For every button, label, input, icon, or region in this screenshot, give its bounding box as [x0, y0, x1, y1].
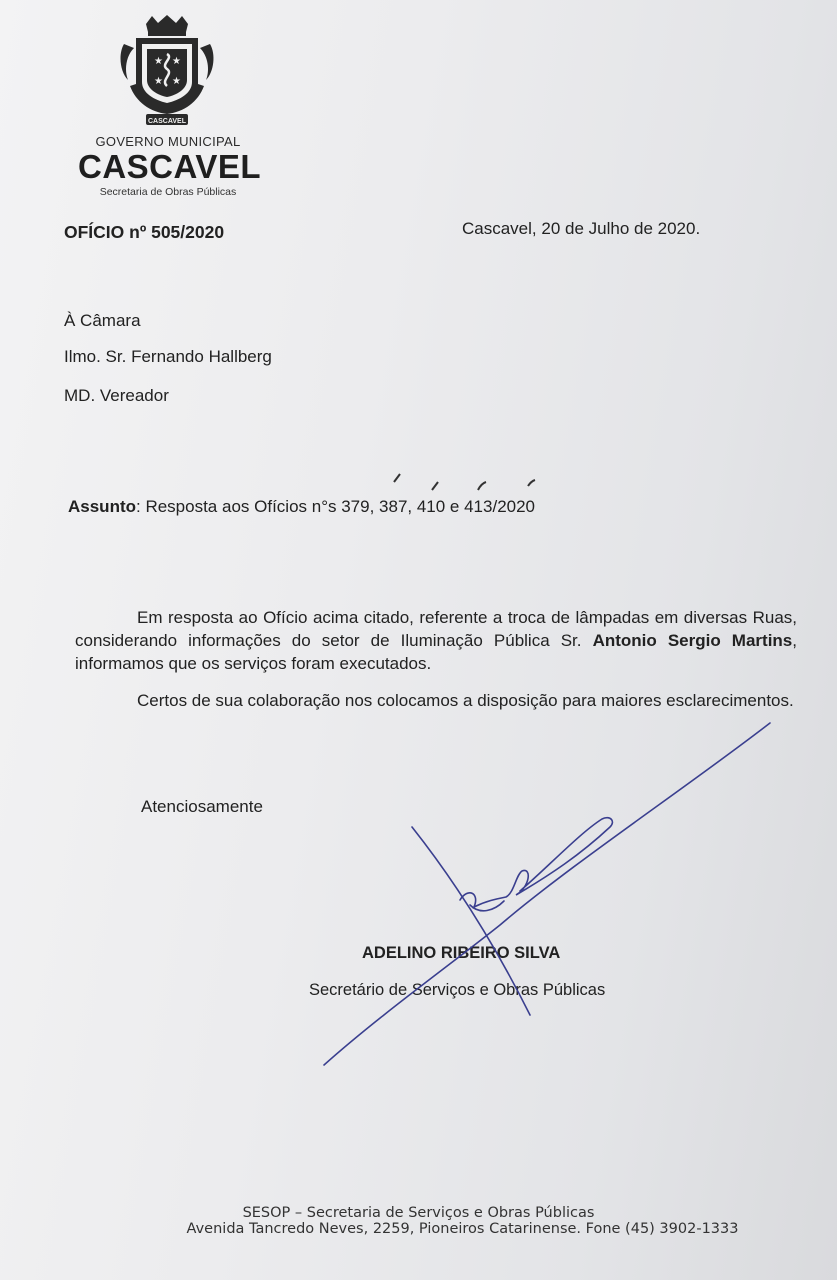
svg-text:★: ★ — [172, 56, 181, 67]
city-name: CASCAVEL — [78, 148, 262, 185]
recipient-line-1: À Câmara — [64, 311, 141, 330]
svg-text:★: ★ — [154, 76, 163, 87]
oficio-number: OFÍCIO nº 505/2020 — [64, 222, 225, 242]
svg-text:★: ★ — [172, 76, 181, 87]
body-paragraph-2: Certos de sua colaboração nos colocamos a disposição para maiores esclarecimentos. — [137, 691, 794, 710]
subject-label: Assunto — [68, 497, 136, 516]
recipient-line-2: Ilmo. Sr. Fernando Hallberg — [64, 347, 272, 366]
subject-line — [68, 497, 535, 517]
body-paragraph-1-start: Em resposta ao Ofício acima citado, referente a troca de lâmpadas em diversas Ruas, considerando informações do setor de Iluminação Pública Sr. — [75, 608, 797, 650]
body-paragraph-1 — [75, 606, 797, 675]
svg-text:★: ★ — [154, 56, 163, 67]
body-paragraph-1-end: , informamos que os serviços foram executados. — [75, 631, 797, 673]
crest-ribbon-text: CASCAVEL — [148, 118, 186, 125]
footer-line-2: Avenida Tancredo Neves, 2259, Pioneiros Catarinense. Fone (45) 3902-1333 — [186, 1221, 739, 1237]
government-label: GOVERNO MUNICIPAL — [95, 134, 241, 149]
footer-line-1: SESOP – Secretaria de Serviços e Obras Públicas — [242, 1205, 595, 1221]
subject-text: : Resposta aos Ofícios n°s 379, 387, 410 e 413/2020 — [136, 497, 536, 516]
coat-of-arms-icon — [116, 14, 218, 130]
place-date: Cascavel, 20 de Julho de 2020. — [462, 219, 701, 238]
signatory-title: Secretário de Serviços e Obras Públicas — [309, 981, 606, 999]
check-marks-icon — [380, 468, 550, 498]
letterhead-logo — [78, 14, 262, 199]
department-label: Secretaria de Obras Públicas — [99, 186, 237, 198]
handwritten-signature — [310, 715, 780, 1075]
recipient-line-3: MD. Vereador — [64, 386, 169, 405]
closing: Atenciosamente — [141, 797, 263, 816]
body-paragraph-1-name: Antonio Sergio Martins — [592, 631, 793, 650]
signatory-name: ADELINO RIBEIRO SILVA — [362, 944, 561, 962]
